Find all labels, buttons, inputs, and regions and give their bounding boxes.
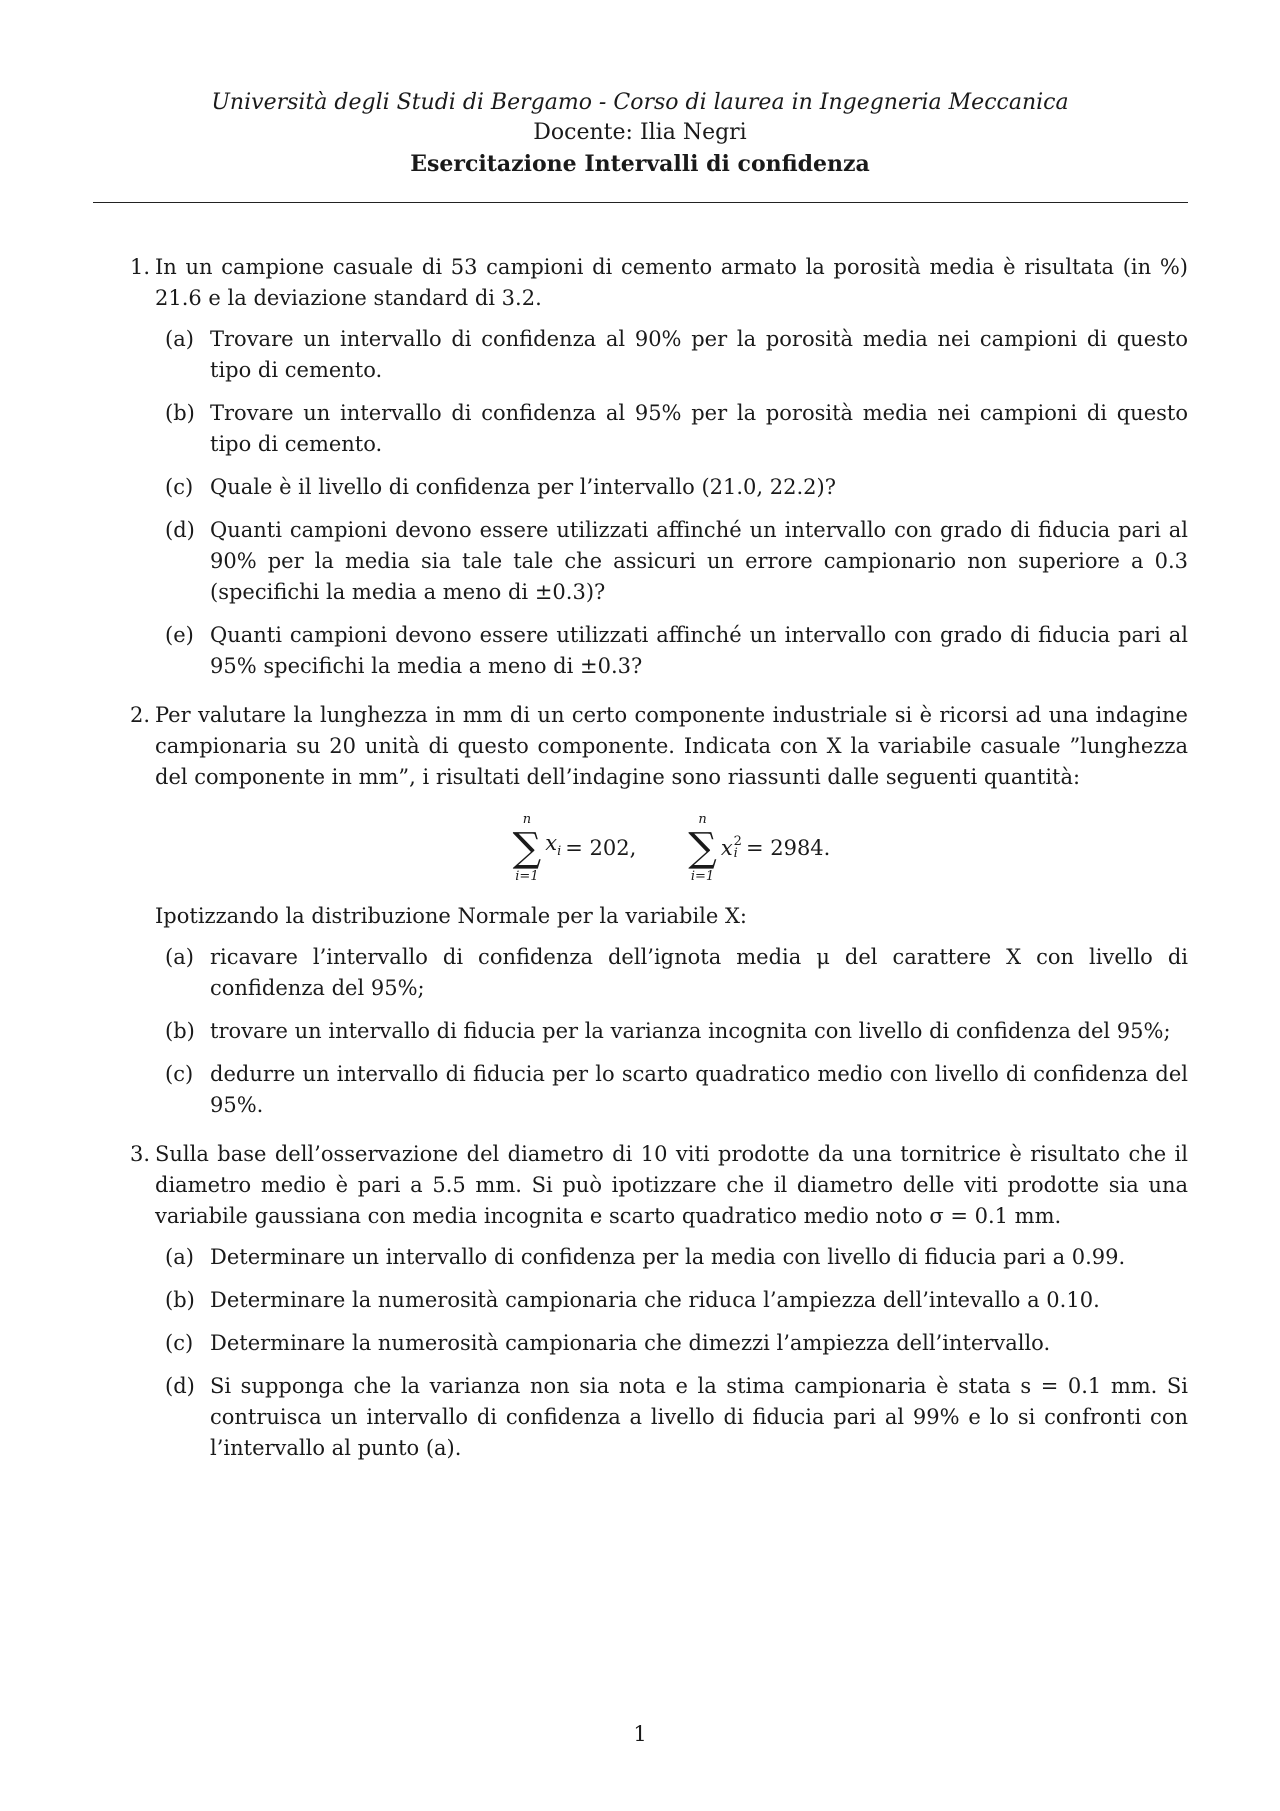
- sub-question-list: [155, 324, 1188, 682]
- sub-question-label: (b): [165, 1019, 195, 1043]
- exercise-number: 1.: [129, 255, 150, 279]
- exercise-number: 2.: [129, 703, 150, 727]
- page-header: [0, 88, 1280, 180]
- term-x2: x: [720, 835, 733, 860]
- sub-question-text: trovare un intervallo di fiducia per la varianza incognita con livello di confidenza del 95%;: [210, 1019, 1171, 1043]
- sub-question: [155, 472, 1188, 503]
- exercise-number: 3.: [129, 1142, 150, 1166]
- sub-question-text: Determinare la numerosità campionaria che riduca l’ampiezza dell’intevallo a 0.10.: [210, 1288, 1100, 1312]
- sigma-icon: ∑: [688, 825, 717, 871]
- sum-lower-limit: i=1: [690, 869, 715, 884]
- summation-formula: [155, 803, 1188, 893]
- sub-question: [155, 324, 1188, 386]
- sub-question-text: Quale è il livello di confidenza per l’intervallo (21.0, 22.2)?: [210, 475, 836, 499]
- sub-question-text: Determinare un intervallo di confidenza per la media con livello di fiducia pari a 0.99.: [210, 1245, 1126, 1269]
- sum-lower-limit: i=1: [515, 869, 539, 884]
- sub-question-label: (d): [165, 1374, 195, 1398]
- exercise-1: [93, 252, 1188, 682]
- term-x2-superscript: 2: [733, 834, 742, 849]
- term-x: x: [545, 831, 558, 856]
- term-x2-subscript: i: [733, 846, 738, 861]
- sub-question: [155, 1242, 1188, 1273]
- sub-question-text: Quanti campioni devono essere utilizzati affinché un intervallo con grado di fiducia pari al 95% specifichi la media a meno di ±0.3?: [210, 623, 1188, 678]
- sub-question-label: (c): [165, 1331, 194, 1355]
- exercise-intro: In un campione casuale di 53 campioni di cemento armato la porosità media è risultata (in %) 21.6 e la deviazione standard di 3.2.: [155, 255, 1188, 310]
- sub-question: [155, 942, 1188, 1004]
- sub-question-text: dedurre un intervallo di fiducia per lo scarto quadratico medio con livello di confidenza del 95%.: [210, 1062, 1188, 1117]
- exercise-lead: Ipotizzando la distribuzione Normale per la variabile X:: [155, 904, 747, 928]
- sub-question: [155, 1371, 1188, 1464]
- sub-question-text: ricavare l’intervallo di confidenza dell’ignota media μ del carattere X con livello di confidenza del 95%;: [210, 945, 1188, 1000]
- sub-question-label: (c): [165, 1062, 194, 1086]
- sub-question: [155, 620, 1188, 682]
- sub-question-text: Trovare un intervallo di confidenza al 90% per la porosità media nei campioni di questo tipo di cemento.: [210, 327, 1188, 382]
- exercise-3: [93, 1139, 1188, 1464]
- exercise-intro: Per valutare la lunghezza in mm di un certo componente industriale si è ricorsi ad una indagine campionaria su 20 unità di questo componente. Indicata con X la variabile casuale ”lunghezza del componente in mm”, i risultati dell’indagine sono riassunti dalle seguenti quantità:: [155, 703, 1188, 789]
- page-title: Esercitazione Intervalli di confidenza: [410, 151, 870, 177]
- header-divider: [93, 202, 1188, 203]
- sub-question-label: (d): [165, 518, 195, 542]
- teacher-line: Docente: Ilia Negri: [533, 120, 747, 145]
- sub-question-label: (a): [165, 945, 194, 969]
- sub-question-text: Trovare un intervallo di confidenza al 95% per la porosità media nei campioni di questo tipo di cemento.: [210, 401, 1188, 456]
- sub-question-label: (e): [165, 623, 194, 647]
- sum-value-2: = 2984.: [745, 835, 831, 860]
- sum-of-x: [513, 813, 637, 883]
- sub-question-text: Quanti campioni devono essere utilizzati affinché un intervallo con grado di fiducia pari al 90% per la media sia tale tale che assicuri un errore campionario non superiore a 0.3 (specifichi la media a meno di ±0.3)?: [210, 518, 1188, 604]
- sum-of-x-squared: [688, 813, 830, 883]
- sub-question: [155, 1059, 1188, 1121]
- page-number: 1: [633, 1722, 647, 1746]
- exercise-list: [93, 252, 1188, 1482]
- sum-upper-limit: n: [522, 812, 532, 827]
- sub-question-label: (a): [165, 327, 194, 351]
- sub-question-text: Determinare la numerosità campionaria che dimezzi l’ampiezza dell’intervallo.: [210, 1331, 1051, 1355]
- sub-question: [155, 1328, 1188, 1359]
- sum-upper-limit: n: [698, 812, 707, 827]
- sub-question: [155, 1285, 1188, 1316]
- sub-question-list: [155, 942, 1188, 1121]
- sub-question: [155, 1016, 1188, 1047]
- sub-question-label: (b): [165, 1288, 195, 1312]
- university-line: Università degli Studi di Bergamo - Corso di laurea in Ingegneria Meccanica: [211, 90, 1069, 115]
- exercise-2: [93, 700, 1188, 1121]
- sub-question-list: [155, 1242, 1188, 1464]
- sigma-icon: ∑: [512, 825, 542, 871]
- sub-question-text: Si supponga che la varianza non sia nota e la stima campionaria è stata s = 0.1 mm. Si contruisca un intervallo di confidenza a livello di fiducia pari al 99% e lo si confronti con l’intervallo al punto (a).: [210, 1374, 1188, 1460]
- exercise-intro: Sulla base dell’osservazione del diametro di 10 viti prodotte da una tornitrice è risultato che il diametro medio è pari a 5.5 mm. Si può ipotizzare che il diametro delle viti prodotte sia una variabile gaussiana con media incognita e scarto quadratico medio noto σ = 0.1 mm.: [155, 1142, 1188, 1228]
- sub-question-label: (a): [165, 1245, 194, 1269]
- sub-question: [155, 398, 1188, 460]
- sub-question: [155, 515, 1188, 608]
- term-x-subscript: i: [557, 844, 562, 860]
- sub-question-label: (c): [165, 475, 194, 499]
- sum-value-1: = 202,: [565, 835, 637, 860]
- sub-question-label: (b): [165, 401, 195, 425]
